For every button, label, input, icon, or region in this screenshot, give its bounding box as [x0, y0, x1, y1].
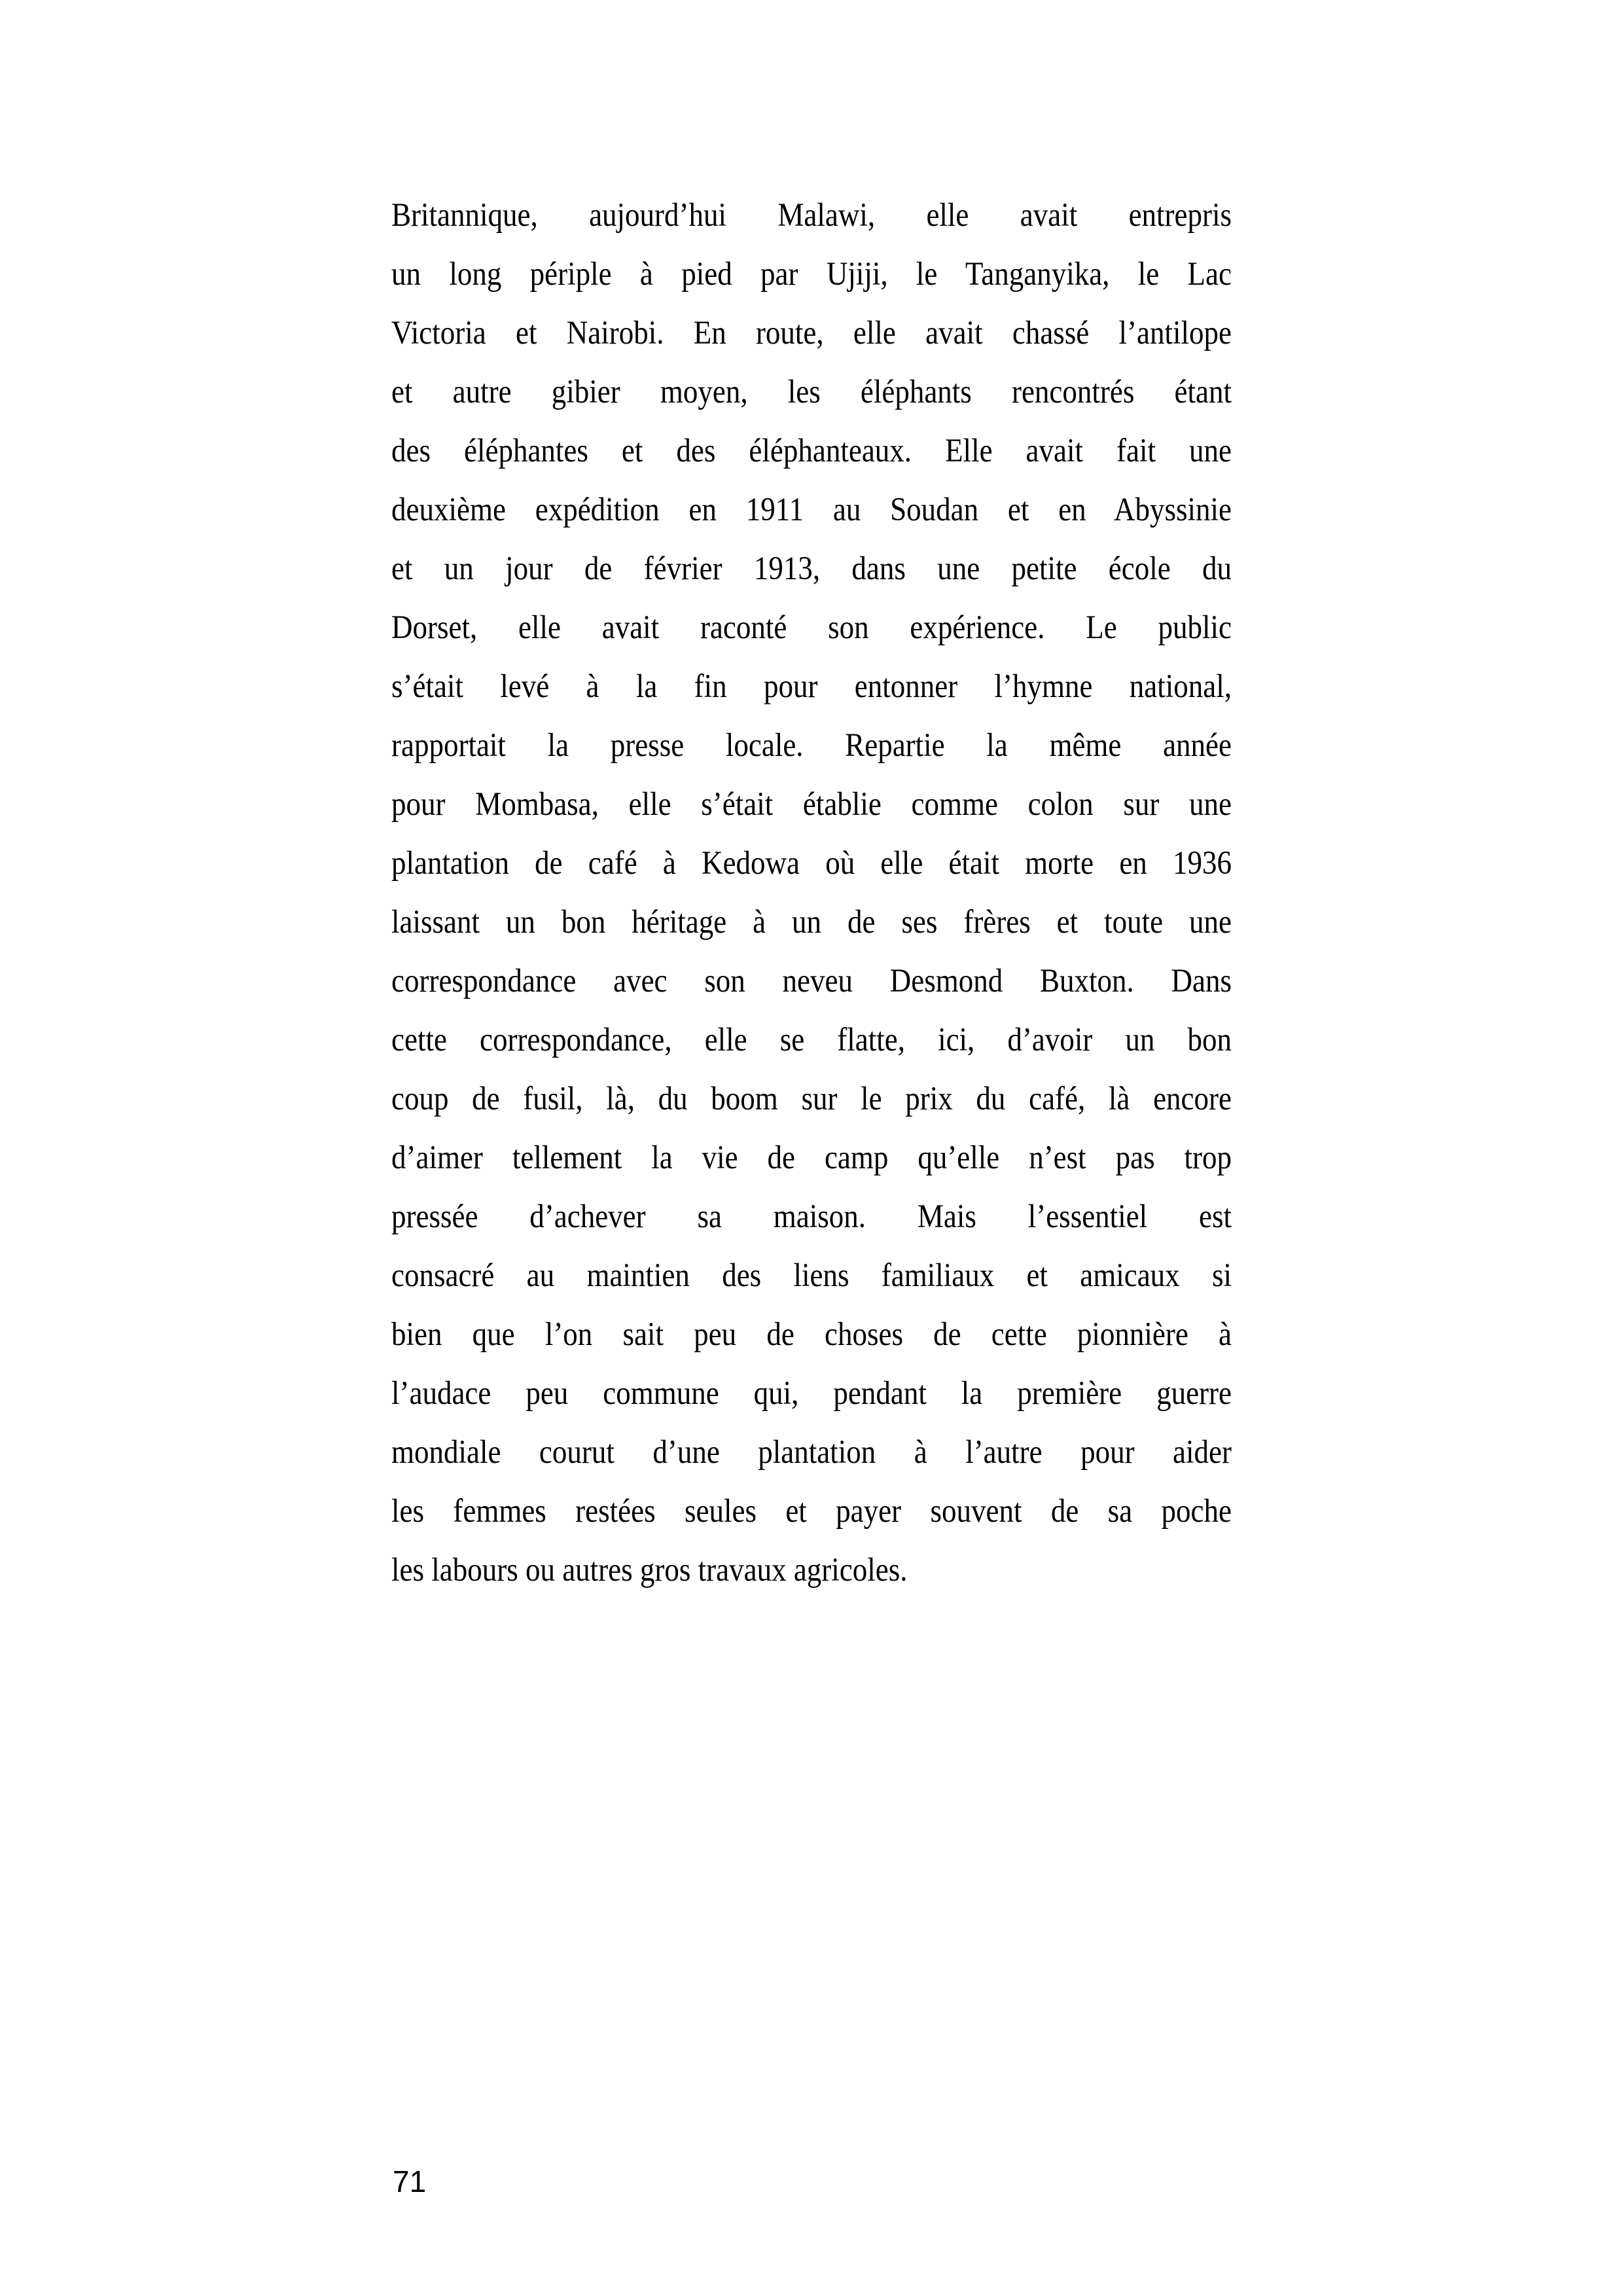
text-line: consacré au maintien des liens familiaux et amicaux si	[391, 1256, 1232, 1294]
text-line: d’aimer tellement la vie de camp qu’elle n’est pas trop	[391, 1138, 1232, 1176]
text-line: et autre gibier moyen, les éléphants rencontrés étant	[391, 372, 1232, 410]
text-line: des éléphantes et des éléphanteaux. Elle avait fait une	[391, 431, 1232, 469]
text-line: les femmes restées seules et payer souvent de sa poche	[391, 1492, 1232, 1530]
body-paragraph	[391, 185, 1232, 1599]
text-line: s’était levé à la fin pour entonner l’hymne national,	[391, 667, 1232, 705]
text-line: les labours ou autres gros travaux agricoles.	[391, 1551, 908, 1588]
text-line: plantation de café à Kedowa où elle était morte en 1936	[391, 844, 1232, 882]
text-line: l’audace peu commune qui, pendant la première guerre	[391, 1374, 1232, 1412]
text-line: mondiale courut d’une plantation à l’autre pour aider	[391, 1433, 1232, 1471]
text-line: laissant un bon héritage à un de ses frères et toute une	[391, 903, 1232, 941]
text-line: coup de fusil, là, du boom sur le prix du café, là encore	[391, 1079, 1232, 1117]
text-line: Britannique, aujourd’hui Malawi, elle avait entrepris	[391, 196, 1232, 234]
text-line: correspondance avec son neveu Desmond Buxton. Dans	[391, 961, 1232, 999]
text-line: un long périple à pied par Ujiji, le Tanganyika, le Lac	[391, 255, 1232, 293]
text-line: et un jour de février 1913, dans une petite école du	[391, 549, 1232, 587]
text-line: cette correspondance, elle se flatte, ici, d’avoir un bon	[391, 1020, 1232, 1058]
text-line: deuxième expédition en 1911 au Soudan et en Abyssinie	[391, 490, 1232, 528]
text-line: pour Mombasa, elle s’était établie comme colon sur une	[391, 785, 1232, 823]
text-line: rapportait la presse locale. Repartie la même année	[391, 726, 1232, 764]
text-line: pressée d’achever sa maison. Mais l’essentiel est	[391, 1197, 1232, 1235]
text-line: Dorset, elle avait raconté son expérience. Le public	[391, 608, 1232, 646]
text-line: bien que l’on sait peu de choses de cette pionnière à	[391, 1315, 1232, 1353]
text-line: Victoria et Nairobi. En route, elle avait chassé l’antilope	[391, 314, 1232, 351]
page-number: 71	[393, 2164, 427, 2198]
